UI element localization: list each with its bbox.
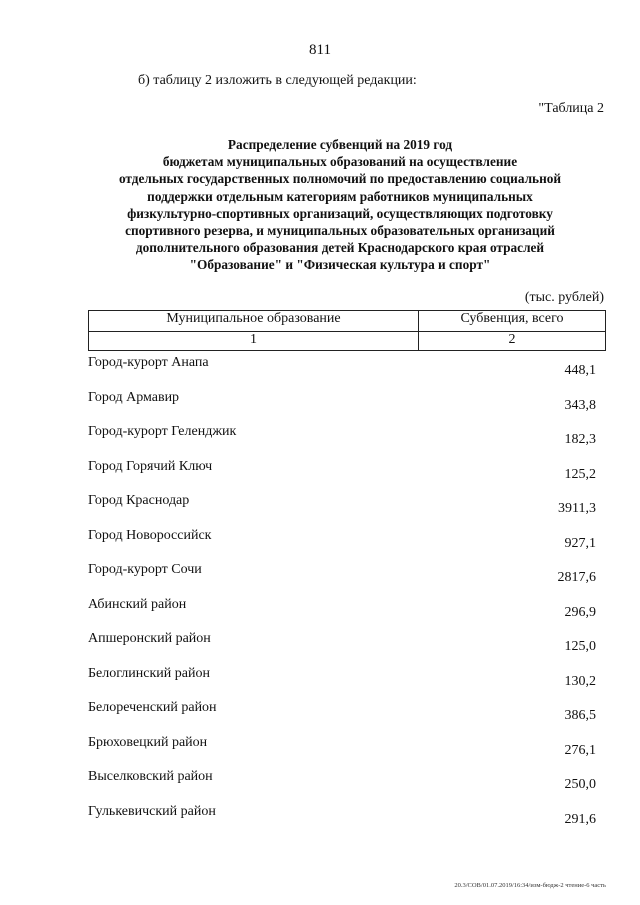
municipality-name: Город Новороссийск: [88, 527, 212, 543]
subvention-value: 125,0: [564, 639, 596, 654]
table-column-numbers: [88, 331, 606, 351]
unit-label: (тыс. рублей): [524, 290, 604, 305]
subvention-value: 343,8: [564, 397, 596, 413]
subvention-value: 3911,3: [558, 501, 596, 516]
header-municipality: Муниципальное образование: [89, 311, 419, 331]
title-line: Распределение субвенций на 2019 год: [227, 137, 453, 152]
table-row: [0, 801, 640, 836]
table-body: [0, 352, 640, 835]
subvention-value: 291,6: [564, 811, 596, 827]
subvention-value: 182,3: [564, 432, 596, 447]
column-number-2: 2: [508, 332, 516, 347]
page-number: 811: [309, 42, 331, 58]
municipality-name: Город-курорт Геленджик: [88, 424, 237, 439]
subvention-value: 130,2: [564, 673, 596, 689]
table-row: [0, 421, 640, 456]
table-row: [0, 732, 640, 767]
municipality-name: Белореченский район: [88, 700, 217, 715]
table-row: [0, 594, 640, 629]
municipality-name: Город-курорт Анапа: [88, 355, 209, 370]
title-line: поддержки отдельным категориям работников муниципальных: [147, 188, 533, 204]
column-number-1: 1: [89, 332, 419, 350]
municipality-name: Апшеронский район: [88, 631, 211, 646]
table-row: [0, 697, 640, 732]
title-line: спортивного резерва, и муниципальных образовательных организаций: [125, 223, 555, 239]
municipality-name: Гулькевичский район: [88, 803, 216, 819]
title-line: дополнительного образования детей Краснодарского края отраслей: [135, 240, 545, 256]
table-row: [0, 628, 640, 663]
table-row: [0, 766, 640, 801]
subvention-value: 2817,6: [557, 570, 596, 585]
table-row: [0, 456, 640, 491]
table-header: [88, 310, 606, 332]
municipality-name: Город Горячий Ключ: [88, 458, 213, 474]
municipality-name: Абинский район: [88, 596, 187, 612]
municipality-name: Город-курорт Сочи: [88, 562, 202, 577]
table-row: [0, 387, 640, 422]
municipality-name: Брюховецкий район: [88, 734, 208, 750]
document-title: [70, 136, 610, 274]
intro-text: б) таблицу 2 изложить в следующей редакции:: [138, 73, 417, 88]
subvention-value: 296,9: [564, 604, 596, 620]
title-line: отдельных государственных полномочий по предоставлению социальной: [118, 171, 562, 187]
subvention-value: 250,0: [564, 777, 596, 792]
municipality-name: Город Краснодар: [88, 493, 190, 508]
table-row: [0, 663, 640, 698]
subvention-value: 276,1: [564, 742, 596, 758]
title-line: физкультурно-спортивных организаций, осуществляющих подготовку: [127, 205, 553, 221]
header-subvention: Субвенция, всего: [460, 311, 564, 326]
subvention-value: 386,5: [564, 708, 596, 723]
table-row: [0, 352, 640, 387]
subvention-value: 125,2: [564, 466, 596, 482]
subvention-value: 927,1: [564, 535, 596, 551]
municipality-name: Выселковский район: [88, 769, 213, 784]
municipality-name: Белоглинский район: [88, 665, 210, 681]
table-row: [0, 490, 640, 525]
document-footer: 20.3/СОВ/01.07.2019/16:34/изм-бюдж-2 чтение-6 часть: [454, 882, 606, 889]
table-label: "Таблица 2: [538, 101, 604, 116]
municipality-name: Город Армавир: [88, 389, 180, 405]
table-row: [0, 525, 640, 560]
title-line: "Образование" и "Физическая культура и спорт": [189, 257, 491, 273]
table-row: [0, 559, 640, 594]
subvention-value: 448,1: [564, 363, 596, 378]
title-line: бюджетам муниципальных образований на осуществление: [162, 154, 518, 170]
